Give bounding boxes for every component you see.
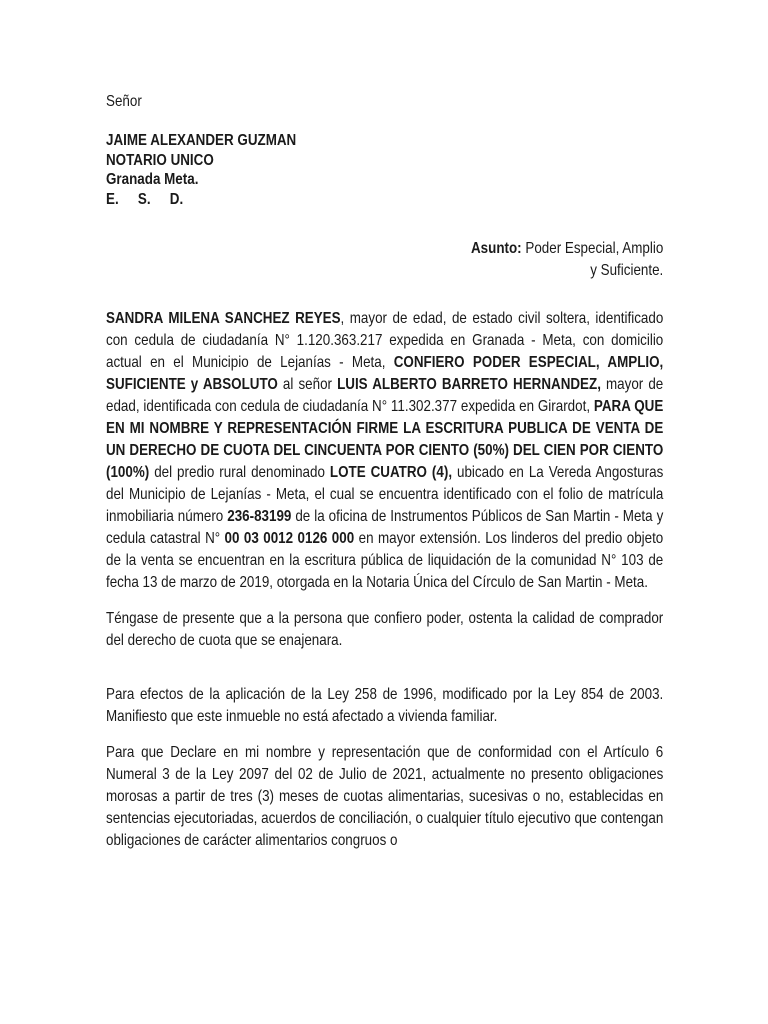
attorney-details: mayor de edad, identificada con cedula de ciudadanía N° 11.302.377 expedida en Girardot, (106, 376, 664, 415)
salutation: Señor (106, 93, 142, 110)
recipient-city: Granada Meta. (106, 171, 199, 188)
paragraph-text: al señor (277, 376, 338, 393)
registration-number: 236-83199 (227, 508, 292, 525)
cadastral-number: 00 03 0012 0126 000 (224, 530, 355, 547)
paragraph-family-housing: Para efectos de la aplicación de la Ley 258 de 1996, modificado por la Ley 854 de 2003. Manifiesto que este inmueble no está afectado a vivienda familiar. (106, 686, 664, 725)
subject-label: Asunto: (470, 240, 522, 257)
subject-block (106, 238, 663, 282)
attorney-name: LUIS ALBERTO BARRETO HERNANDEZ, (337, 376, 601, 393)
recipient-name: JAIME ALEXANDER GUZMAN (106, 132, 297, 149)
recipient-block (106, 131, 663, 209)
document-body (106, 91, 663, 852)
power-clause: CONFIERO PODER ESPECIAL, AMPLIO, SUFICIENTE y ABSOLUTO (106, 354, 664, 393)
paragraph-power-grant (106, 308, 663, 594)
purpose-clause: PARA QUE EN MI NOMBRE Y REPRESENTACIÓN FIRME LA ESCRITURA PUBLICA DE VENTA DE UN DERECHO DE CUOTA DEL CINCUENTA POR CIENTO (50%) DEL CIEN POR CIENTO (100%) (106, 398, 664, 481)
paragraph-text: del predio rural denominado (149, 464, 330, 481)
subject-line-1 (106, 238, 663, 260)
property-name: LOTE CUATRO (4), (329, 464, 453, 481)
paragraph-buyer-status: Téngase de presente que a la persona que confiero poder, ostenta la calidad de comprador del derecho de cuota que se enajenara. (106, 610, 664, 649)
subject-text-1: Poder Especial, Amplio (521, 240, 664, 257)
recipient-esd: E. S. D. (106, 190, 184, 208)
paragraph-text: en mayor extensión. Los linderos del predio objeto de la venta se encuentran en la escritura pública de liquidación de la comunidad N° 103 de fecha 13 de marzo de 2019, otorgada en la Notaria Única del Círculo de San Martin - Meta. (106, 530, 664, 591)
paragraph-declaration: Para que Declare en mi nombre y representación que de conformidad con el Artículo 6 Numeral 3 de la Ley 2097 del 02 de Julio de 2021, actualmente no presento obligaciones morosas a partir de tres (3) meses de cuotas alimentarias, sucesivas o no, establecidas en sentencias ejecutoriadas, acuerdos de conciliación, o cualquier título ejecutivo que contengan obligaciones de carácter alimentarios congruos o (106, 744, 664, 849)
grantor-details: , mayor de edad, de estado civil soltera, identificado con cedula de ciudadanía N° 1.120.363.217 expedida en Granada - Meta, con domicilio actual en el Municipio de Lejanías - Meta, (106, 310, 664, 371)
recipient-title: NOTARIO UNICO (106, 151, 214, 169)
paragraph-text: de la oficina de Instrumentos Públicos de San Martin - Meta y cedula catastral N° (106, 508, 664, 547)
grantor-name: SANDRA MILENA SANCHEZ REYES (106, 310, 341, 327)
property-location: ubicado en La Vereda Angosturas del Municipio de Lejanías - Meta, el cual se encuentra identificado con el folio de matrícula inmobiliaria número (106, 464, 664, 525)
subject-text-2: y Suficiente. (590, 262, 664, 279)
